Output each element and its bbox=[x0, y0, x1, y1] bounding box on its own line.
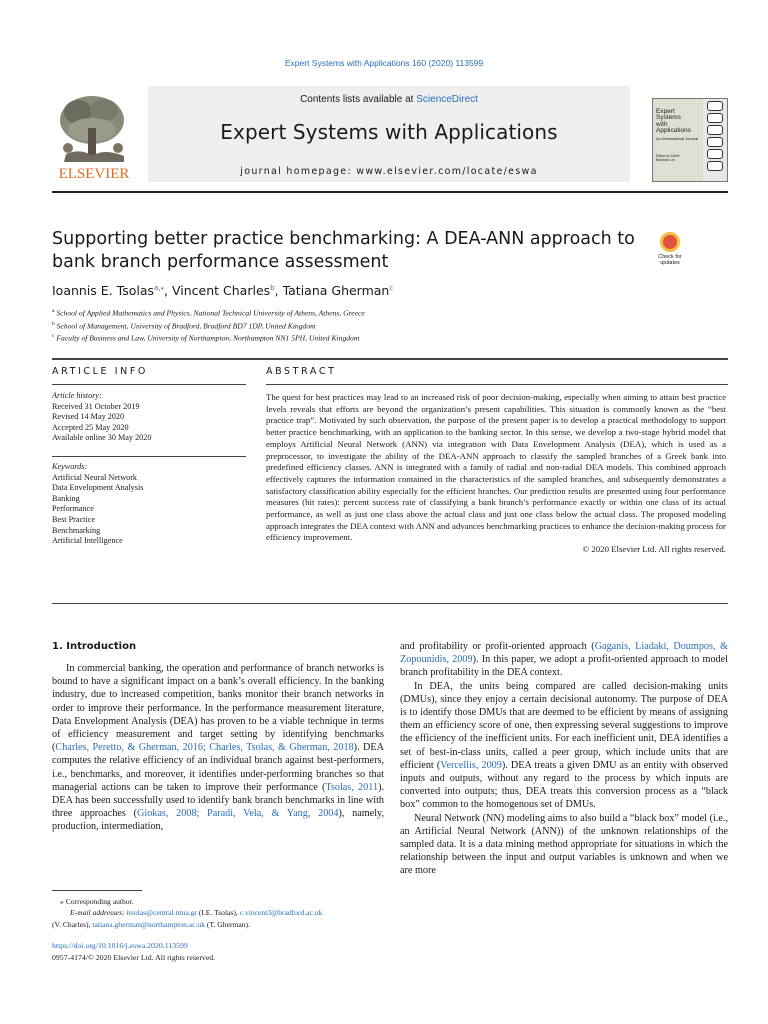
email-owner: (I.E. Tsolas), bbox=[196, 908, 240, 918]
page-footer bbox=[52, 940, 215, 963]
author-name[interactable]: Vincent Charles bbox=[171, 283, 271, 298]
body-text: ), namely, production, intermediation, bbox=[52, 808, 385, 833]
keyword[interactable]: Artificial Intelligence bbox=[52, 536, 123, 546]
email-line bbox=[52, 919, 384, 930]
body-text: ). DEA has been successfully used to identify bank branch benchmarks in line with three approaches ( bbox=[52, 781, 385, 820]
check-for-updates-button[interactable] bbox=[650, 230, 688, 270]
history-item: Received 31 October 2019 bbox=[52, 401, 140, 411]
cover-icon bbox=[707, 113, 723, 123]
email-link[interactable]: tatiana.gherman@northampton.ac.uk bbox=[92, 919, 205, 929]
history-item: Available online 30 May 2020 bbox=[52, 433, 152, 443]
info-divider bbox=[52, 384, 246, 385]
cover-icon bbox=[707, 137, 723, 147]
footnote bbox=[52, 896, 384, 930]
cover-icon bbox=[707, 149, 723, 159]
keyword[interactable]: Best Practice bbox=[52, 514, 95, 524]
history-item: Accepted 25 May 2020 bbox=[52, 422, 129, 432]
body-paragraph bbox=[52, 662, 384, 834]
keyword[interactable]: Artificial Neural Network bbox=[52, 472, 138, 482]
article-history bbox=[52, 391, 246, 444]
journal-homepage[interactable]: journal homepage: www.elsevier.com/locate/eswa bbox=[240, 166, 538, 177]
keyword[interactable]: Data Envelopment Analysis bbox=[52, 483, 144, 493]
body-text: ). DEA computes the relative efficiency of an individual branch against best-performers, i.e., benchmarks, and moreover, it identifies under-performing branches so that managerial actions can be taken to improve their performance ( bbox=[52, 742, 384, 793]
author-name[interactable]: Tatiana Gherman bbox=[282, 283, 390, 298]
email-line bbox=[52, 907, 384, 918]
body-text: In DEA, the units being compared are called decision-making units (DMUs), since they enjoy a certain decisional autonomy. The purpose of DEA is to identify those DMUs that are deemed to be efficient by means of assigning them an efficiency score of one, then expressing several suggestions to improve the efficiency of the inefficient units. For each inefficient unit, DEA identifies a set of best-in-class units, called a peer group, which include units that are efficient ( bbox=[400, 680, 728, 771]
citation-link[interactable]: Giokas, 2008; Paradi, Vela, & Yang, 2004 bbox=[137, 808, 339, 820]
footnote-rule bbox=[52, 890, 142, 891]
abstract-bottom-rule bbox=[52, 603, 728, 604]
author-list: Ioannis E. Tsolas$^{a,⁎}$, Vincent Charles$^b$, Tatiana Gherman$^c$ bbox=[52, 283, 394, 298]
journal-reference[interactable]: Expert Systems with Applications 160 (2020) 113599 bbox=[284, 58, 484, 68]
history-label: Article history: bbox=[52, 391, 102, 400]
check-updates-icon bbox=[660, 232, 680, 252]
citation-link[interactable]: Vercellis, 2009 bbox=[440, 759, 502, 771]
affiliation: $^c$ Faculty of Business and Law, University of Northampton, Northampton NN1 5PH, United Kingdom bbox=[52, 333, 360, 343]
author-affil-marker[interactable]: b bbox=[270, 283, 275, 292]
affiliation: $^b$ School of Management, University of Bradford, Bradford BD7 1DP, United Kingdom bbox=[52, 320, 316, 331]
author-name[interactable]: Ioannis E. Tsolas bbox=[52, 283, 155, 298]
abstract-body bbox=[266, 392, 726, 556]
cover-icons bbox=[705, 101, 725, 173]
email-owner: (V. Charles), bbox=[52, 919, 93, 929]
author-affil-marker[interactable]: c bbox=[389, 283, 394, 292]
sciencedirect-link[interactable]: ScienceDirect bbox=[416, 94, 478, 105]
cover-title-text: Expert Systems with Applications bbox=[656, 107, 692, 135]
citation-link[interactable]: Gaganis, Liadaki, Doumpos, & Zopounidis, 2009 bbox=[400, 641, 728, 666]
email-link[interactable]: itsolas@central.ntua.gr bbox=[126, 908, 197, 918]
cover-icon bbox=[707, 161, 723, 171]
section-heading-introduction: 1. Introduction bbox=[52, 641, 137, 652]
elsevier-tree-icon bbox=[52, 90, 136, 182]
info-top-rule bbox=[52, 358, 728, 360]
citation-link[interactable]: Tsolas, 2011 bbox=[325, 781, 379, 793]
body-text: In commercial banking, the operation and performance of branch networks is bound to have a significant impact on a bank’s overall efficiency. In the banking industry, due to increased competition, banks monitor their branch networks in order to improve their performance. In the performance measurement literature, Data Envelopment Analysis (DEA) has proven to be a viable technique in terms of efficiency measurement and target setting by identifying benchmarks ( bbox=[52, 663, 384, 754]
doi-link[interactable]: https://doi.org/10.1016/j.eswa.2020.113599 bbox=[52, 941, 188, 950]
abstract-heading: ABSTRACT bbox=[266, 366, 337, 377]
body-paragraph bbox=[400, 680, 728, 812]
issn-copyright: 0957-4174/© 2020 Elsevier Ltd. All rights reserved. bbox=[52, 952, 216, 962]
affiliations bbox=[52, 306, 365, 344]
body-paragraph bbox=[400, 640, 728, 680]
header-rule bbox=[52, 191, 728, 193]
body-text: Neural Network (NN) modeling aims to also build a “black box” model (i.e., an Artificial Neural Network (ANN)) of the unknown relationships of the sampled data. It is a data mining method appropriate for situations in which the relationship between the input and output variables is unknown and when we are more bbox=[400, 812, 728, 877]
abstract-text: The quest for best practices may lead to an increased risk of poor decision-making, especially when aiming to attain best practice levels reveals that efforts are beyond the organization’s present capabilities. This situation is commonly known as the “best practice trap”. Motivated by such observation, the purpose of the present paper is to develop a practical methodology to support better practice benchmarking, with an application to the banking sector. In this sense, we develop a two-stage hybrid model that employs Artificial Neural Network (ANN) via integration with Data Envelopment Analysis (DEA), which is used as a preprocessor, to investigate the ability of the DEA-ANN approach to classify the sampled branches of a Greek bank into predefined efficiency classes. ANN is integrated with a family of radial and non-radial DEA models. This combined approach effectively captures the information contained in the characteristics of the sampled branches, and subsequently demonstrates a satisfactory classification ability especially for the efficient branches. Our prediction results are presented using four performance measures (hit rates): percent success rate of classifying a bank branch’s performance exactly or within one class of its actual performance, as well as just one class above the actual class and just one class below the actual class. The proposed modeling approach integrates the DEA context with ANN and advances benchmarking practices to enhance the decision-making process for efficiency improvement. bbox=[266, 392, 726, 543]
keyword[interactable]: Banking bbox=[52, 493, 80, 503]
keyword[interactable]: Performance bbox=[52, 504, 94, 514]
contents-prefix: Contents lists available at bbox=[300, 94, 417, 105]
citation-link[interactable]: Charles, Peretto, & Gherman, 2016; Charles, Tsolas, & Gherman, 2018 bbox=[55, 742, 354, 754]
journal-cover-thumbnail[interactable] bbox=[652, 98, 728, 182]
body-column-left bbox=[52, 662, 384, 834]
cover-editor: Editor-in-Chief: Binshan Lin bbox=[656, 154, 680, 163]
cover-title bbox=[656, 102, 698, 169]
body-text: ). DEA treats a given DMU as an entity with observed inputs and outputs, without any regard to the process by which inputs are converted into outputs; thus, DEA treats this conversion process as a “black box” common to the homogenous set of DMUs. bbox=[400, 759, 729, 811]
check-updates-label: Check for updates bbox=[658, 254, 682, 266]
cover-icon bbox=[707, 125, 723, 135]
abstract-divider bbox=[266, 384, 728, 385]
publisher-name: ELSEVIER bbox=[58, 166, 130, 182]
body-text: ). In this paper, we adopt a profit-oriented approach to model branch profitability in the DEA context. bbox=[400, 654, 728, 679]
author-affil-marker[interactable]: a,⁎ bbox=[154, 283, 165, 292]
keyword[interactable]: Benchmarking bbox=[52, 525, 101, 535]
body-paragraph bbox=[400, 812, 728, 878]
article-title: Supporting better practice benchmarking: A DEA-ANN approach to bank branch performance assessment bbox=[52, 229, 635, 272]
contents-line bbox=[148, 94, 630, 105]
article-info-heading: ARTICLE INFO bbox=[52, 366, 149, 377]
cover-icon bbox=[707, 101, 723, 111]
affiliation: $^a$ School of Applied Mathematics and Physics, National Technical University of Athens, Athens, Greece bbox=[52, 308, 365, 318]
journal-name: Expert Systems with Applications bbox=[220, 120, 558, 144]
email-link[interactable]: c.vincent3@bradford.ac.uk bbox=[239, 908, 323, 918]
body-column-right bbox=[400, 640, 728, 878]
cover-subtitle: An International Journal bbox=[656, 135, 699, 141]
corresponding-author-note: ⁎ Corresponding author. bbox=[60, 897, 134, 906]
keywords bbox=[52, 462, 246, 547]
history-item: Revised 14 May 2020 bbox=[52, 412, 125, 422]
keywords-divider bbox=[52, 456, 246, 457]
elsevier-logo bbox=[52, 90, 136, 182]
keywords-label: Keywords: bbox=[52, 462, 88, 471]
email-label: E-mail addresses: bbox=[70, 908, 125, 918]
abstract-copyright: © 2020 Elsevier Ltd. All rights reserved. bbox=[582, 544, 726, 555]
body-text: and profitability or profit-oriented approach ( bbox=[400, 641, 595, 652]
email-owner: (T. Gherman). bbox=[205, 919, 250, 929]
